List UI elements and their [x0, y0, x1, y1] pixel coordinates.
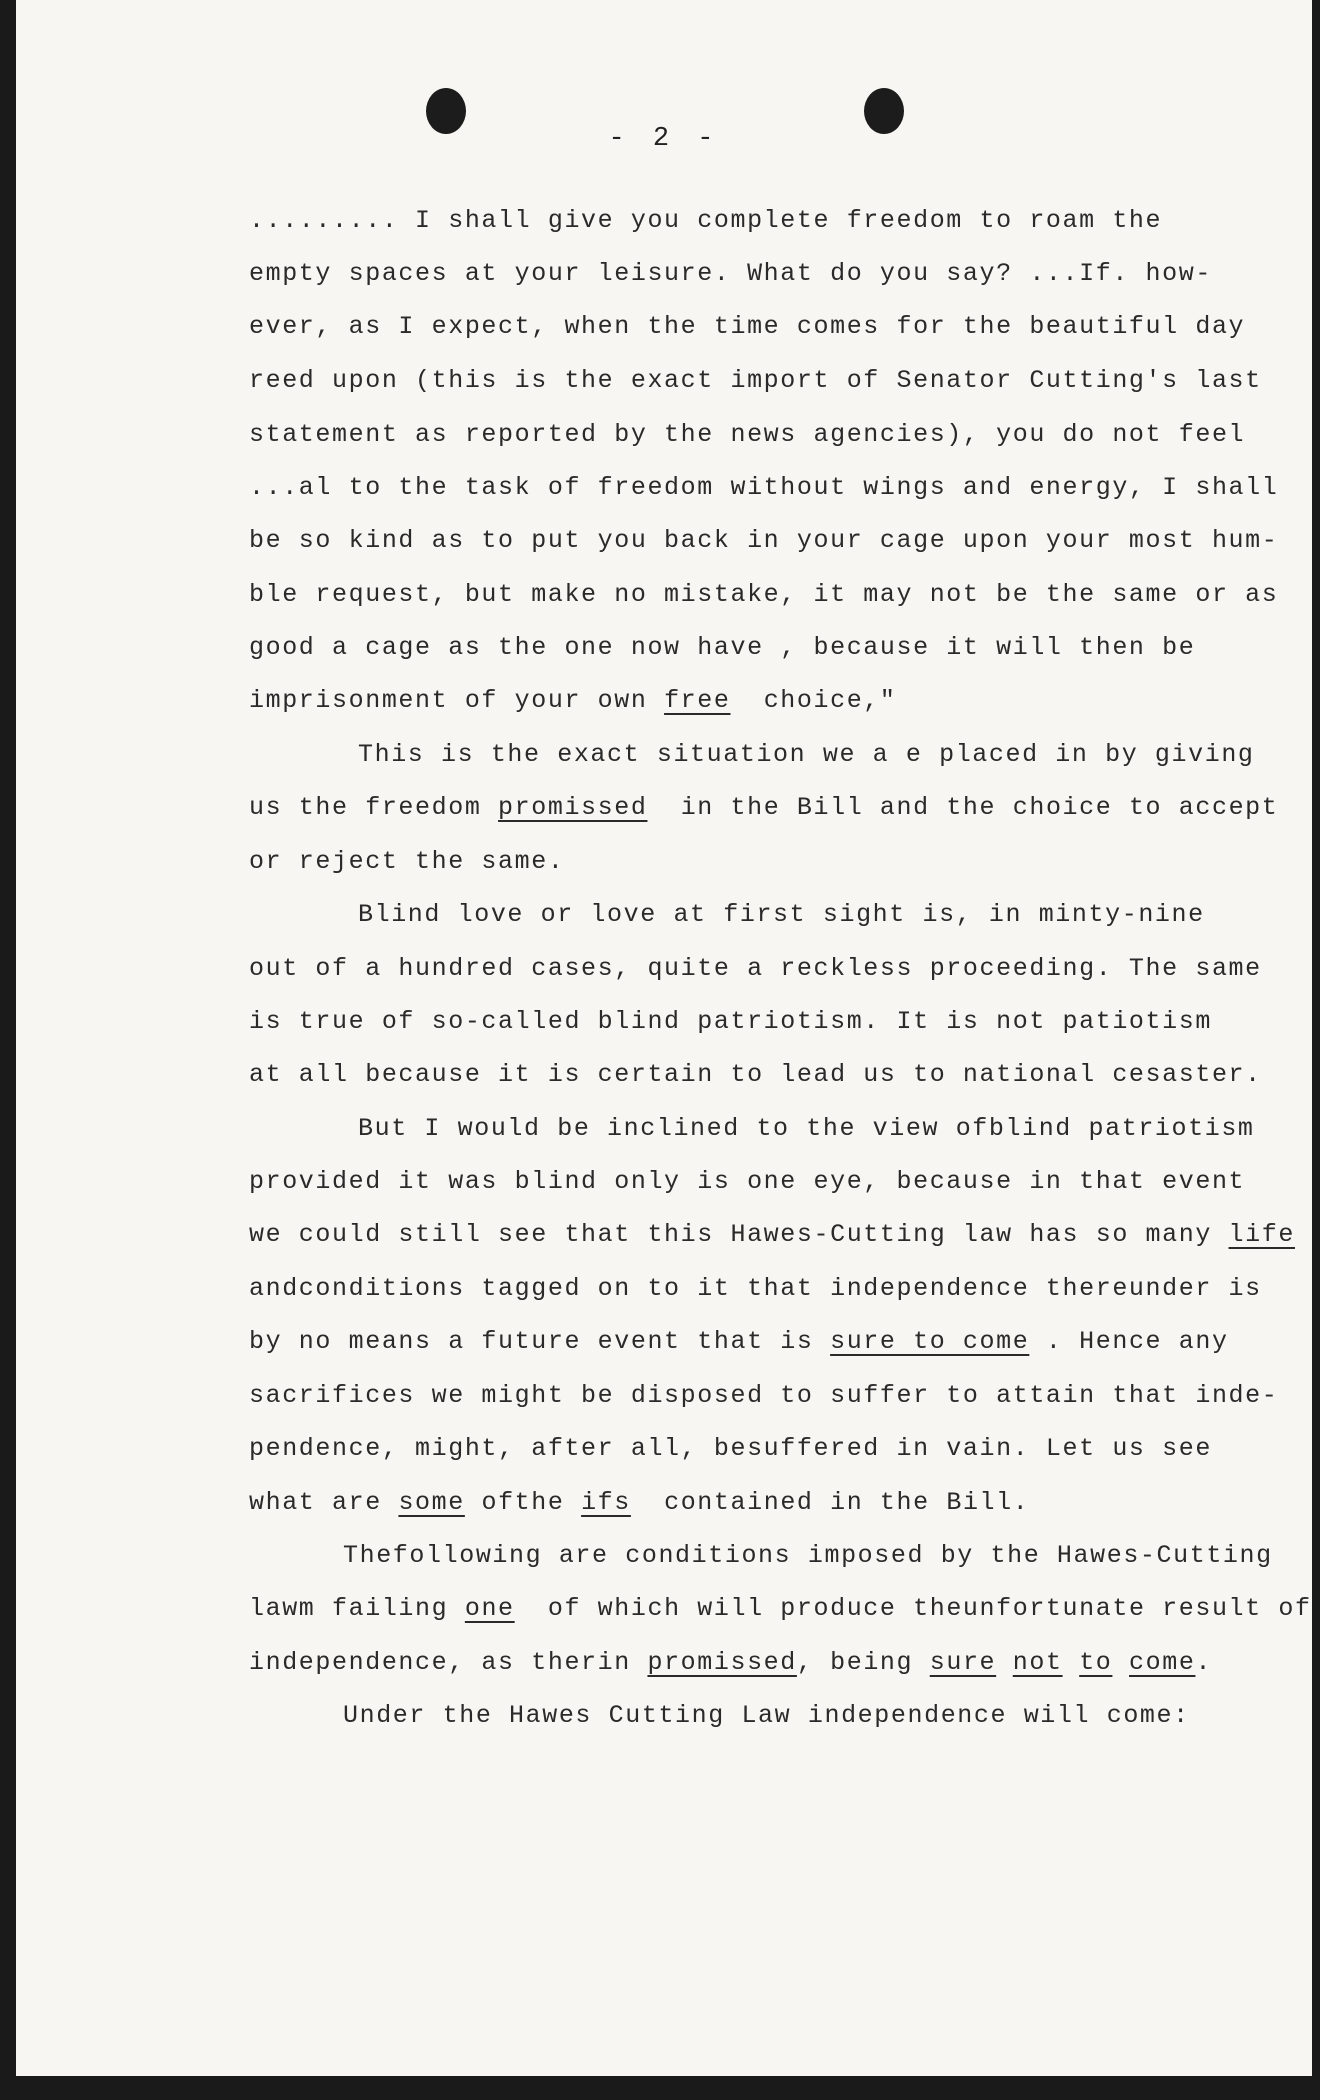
underlined-phrase: free	[664, 686, 731, 715]
text-line	[249, 206, 1162, 236]
text-line	[249, 259, 1212, 289]
text-line	[249, 1594, 1312, 1624]
text-segment: we could still see that this Hawes-Cutting law has so many	[249, 1220, 1229, 1249]
text-segment: contained in the Bill.	[630, 1488, 1030, 1517]
text-segment: provided it was blind only is one eye, because in that event	[249, 1167, 1246, 1196]
text-segment: .	[1195, 1648, 1213, 1677]
text-line	[249, 580, 1278, 610]
text-line	[358, 900, 1205, 930]
text-segment: reed upon (this is the exact import of Senator Cutting's last	[249, 366, 1262, 395]
text-segment: choice,"	[730, 686, 897, 715]
text-segment: lawm failing	[249, 1594, 465, 1623]
text-line	[249, 1381, 1278, 1411]
text-segment: pendence, might, after all, besuffered in vain. Let us see	[249, 1434, 1212, 1463]
text-segment: ......... I shall give you complete freedom to roam the	[249, 206, 1163, 235]
underlined-phrase: come	[1129, 1648, 1196, 1677]
text-segment	[1063, 1648, 1080, 1677]
typed-page	[16, 0, 1312, 2076]
text-line	[249, 473, 1278, 503]
text-line	[249, 633, 1195, 663]
text-segment: us the freedom	[249, 793, 499, 822]
text-line	[249, 366, 1262, 396]
text-segment: . Hence any	[1029, 1327, 1229, 1356]
text-segment: Under the Hawes Cutting Law independence will come:	[343, 1701, 1190, 1730]
text-line	[358, 740, 1255, 770]
text-line	[249, 847, 564, 877]
text-segment	[996, 1648, 1013, 1677]
text-segment: independence, as therin	[249, 1648, 648, 1677]
page-number: - 2 -	[608, 124, 720, 154]
underlined-phrase: not	[1012, 1648, 1063, 1677]
text-segment: at all because it is certain to lead us to national cesaster.	[249, 1060, 1262, 1089]
text-segment: of which will produce theunfortunate result of	[514, 1594, 1312, 1623]
text-segment: ever, as I expect, when the time comes for the beautiful day	[249, 312, 1246, 341]
text-segment	[1112, 1648, 1129, 1677]
text-segment: is true of so-called blind patriotism. It is not patiotism	[249, 1007, 1212, 1036]
underlined-phrase: sure to come	[830, 1327, 1030, 1356]
text-segment: sacrifices we might be disposed to suffer to attain that inde-	[249, 1381, 1279, 1410]
underlined-phrase: ifs	[581, 1488, 631, 1517]
text-segment: This is the exact situation we a e placed in by giving	[358, 740, 1255, 769]
text-line	[249, 526, 1278, 556]
text-line	[249, 312, 1245, 342]
text-line	[249, 1274, 1262, 1304]
text-line	[358, 1114, 1255, 1144]
text-segment: or reject the same.	[249, 847, 565, 876]
underlined-phrase: one	[464, 1594, 515, 1623]
text-segment: ...al to the task of freedom without wings and energy, I shall	[249, 473, 1279, 502]
text-line	[249, 1220, 1295, 1250]
text-segment: what are	[249, 1488, 399, 1517]
text-line	[249, 1434, 1212, 1464]
text-line	[343, 1541, 1273, 1571]
underlined-phrase: promissed	[647, 1648, 797, 1677]
underlined-phrase: some	[398, 1488, 465, 1517]
text-segment: , being	[796, 1648, 930, 1677]
text-line	[249, 954, 1262, 984]
text-line	[249, 1167, 1245, 1197]
text-line	[249, 1060, 1262, 1090]
text-segment: Thefollowing are conditions imposed by the Hawes-Cutting	[343, 1541, 1273, 1570]
text-line	[249, 1327, 1229, 1357]
text-segment: be so kind as to put you back in your cage upon your most hum-	[249, 526, 1279, 555]
text-line	[249, 686, 897, 716]
text-segment: statement as reported by the news agencies), you do not feel	[249, 420, 1246, 449]
text-segment: in the Bill and the choice to accept	[647, 793, 1279, 822]
text-segment: out of a hundred cases, quite a reckless proceeding. The same	[249, 954, 1262, 983]
underlined-phrase: promissed	[498, 793, 648, 822]
text-line	[249, 420, 1245, 450]
text-line	[249, 793, 1278, 823]
text-line	[343, 1701, 1190, 1731]
text-segment: empty spaces at your leisure. What do you say? ...If. how-	[249, 259, 1212, 288]
text-line	[249, 1488, 1029, 1518]
text-segment: ofthe	[464, 1488, 582, 1517]
text-line	[249, 1007, 1212, 1037]
text-line	[249, 1648, 1212, 1678]
text-segment: by no means a future event that is	[249, 1327, 831, 1356]
underlined-phrase: life	[1228, 1220, 1295, 1249]
underlined-phrase: sure	[929, 1648, 997, 1677]
text-segment: imprisonment of your own	[249, 686, 665, 715]
underlined-phrase: to	[1079, 1648, 1113, 1677]
text-segment: Blind love or love at first sight is, in minty-nine	[358, 900, 1205, 929]
text-segment: But I would be inclined to the view ofblind patriotism	[358, 1114, 1255, 1143]
text-segment: ble request, but make no mistake, it may not be the same or as	[249, 580, 1279, 609]
text-segment: good a cage as the one now have , because it will then be	[249, 633, 1196, 662]
text-segment: andconditions tagged on to it that independence thereunder is	[249, 1274, 1262, 1303]
